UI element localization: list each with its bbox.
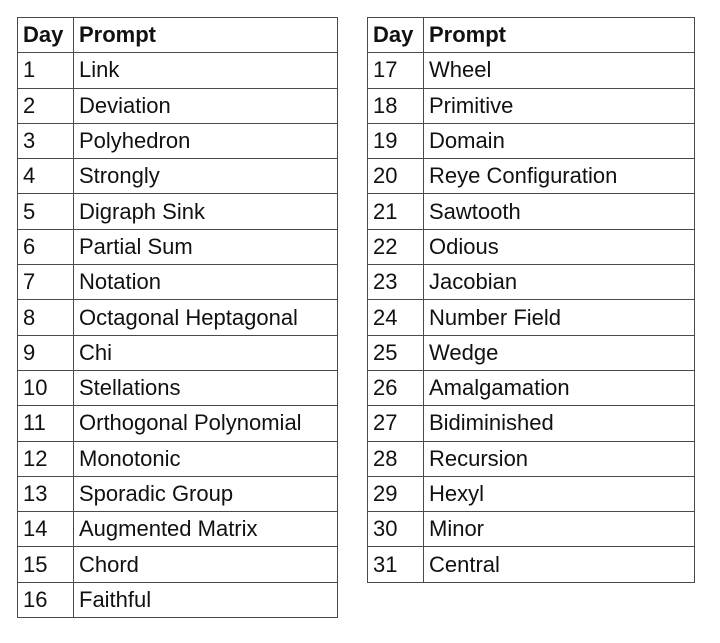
prompt-cell: Orthogonal Polynomial bbox=[74, 406, 338, 441]
header-row bbox=[18, 18, 338, 53]
table-row bbox=[18, 88, 338, 123]
table-row bbox=[368, 512, 695, 547]
prompt-cell: Sawtooth bbox=[424, 194, 695, 229]
prompt-header: Prompt bbox=[74, 18, 338, 53]
prompt-cell: Amalgamation bbox=[424, 370, 695, 405]
day-cell: 6 bbox=[18, 229, 74, 264]
day-cell: 9 bbox=[18, 335, 74, 370]
prompt-cell: Faithful bbox=[74, 582, 338, 617]
prompt-cell: Stellations bbox=[74, 370, 338, 405]
table-row bbox=[18, 265, 338, 300]
day-cell: 5 bbox=[18, 194, 74, 229]
table-row bbox=[18, 476, 338, 511]
day-cell: 19 bbox=[368, 123, 424, 158]
prompt-cell: Central bbox=[424, 547, 695, 582]
prompt-cell: Hexyl bbox=[424, 476, 695, 511]
table-row bbox=[18, 441, 338, 476]
day-cell: 21 bbox=[368, 194, 424, 229]
table-row bbox=[18, 335, 338, 370]
prompt-cell: Monotonic bbox=[74, 441, 338, 476]
prompt-table-left bbox=[17, 17, 338, 618]
table-row bbox=[368, 265, 695, 300]
table-row bbox=[368, 53, 695, 88]
day-cell: 10 bbox=[18, 370, 74, 405]
day-cell: 12 bbox=[18, 441, 74, 476]
prompt-cell: Wheel bbox=[424, 53, 695, 88]
day-cell: 28 bbox=[368, 441, 424, 476]
day-cell: 27 bbox=[368, 406, 424, 441]
table-row bbox=[368, 229, 695, 264]
prompt-cell: Reye Configuration bbox=[424, 159, 695, 194]
day-cell: 7 bbox=[18, 265, 74, 300]
table-row bbox=[18, 512, 338, 547]
table-row bbox=[368, 441, 695, 476]
prompt-cell: Odious bbox=[424, 229, 695, 264]
prompt-cell: Octagonal Heptagonal bbox=[74, 300, 338, 335]
table-row bbox=[368, 88, 695, 123]
table-row bbox=[368, 476, 695, 511]
prompt-cell: Chord bbox=[74, 547, 338, 582]
table-row bbox=[368, 547, 695, 582]
prompt-cell: Bidiminished bbox=[424, 406, 695, 441]
prompt-cell: Strongly bbox=[74, 159, 338, 194]
table-row bbox=[18, 300, 338, 335]
prompt-cell: Domain bbox=[424, 123, 695, 158]
day-cell: 17 bbox=[368, 53, 424, 88]
table-row bbox=[368, 370, 695, 405]
prompt-cell: Sporadic Group bbox=[74, 476, 338, 511]
table-row bbox=[18, 547, 338, 582]
day-cell: 13 bbox=[18, 476, 74, 511]
day-cell: 11 bbox=[18, 406, 74, 441]
prompt-cell: Notation bbox=[74, 265, 338, 300]
prompt-cell: Number Field bbox=[424, 300, 695, 335]
prompt-cell: Link bbox=[74, 53, 338, 88]
prompt-cell: Minor bbox=[424, 512, 695, 547]
day-cell: 30 bbox=[368, 512, 424, 547]
table-row bbox=[368, 300, 695, 335]
day-header: Day bbox=[18, 18, 74, 53]
prompt-header: Prompt bbox=[424, 18, 695, 53]
day-cell: 16 bbox=[18, 582, 74, 617]
day-cell: 1 bbox=[18, 53, 74, 88]
prompt-cell: Deviation bbox=[74, 88, 338, 123]
day-cell: 29 bbox=[368, 476, 424, 511]
day-header: Day bbox=[368, 18, 424, 53]
table-row bbox=[18, 53, 338, 88]
day-cell: 4 bbox=[18, 159, 74, 194]
table-row bbox=[368, 159, 695, 194]
day-cell: 20 bbox=[368, 159, 424, 194]
table-row bbox=[18, 159, 338, 194]
prompt-cell: Primitive bbox=[424, 88, 695, 123]
prompt-cell: Digraph Sink bbox=[74, 194, 338, 229]
day-cell: 24 bbox=[368, 300, 424, 335]
prompt-cell: Wedge bbox=[424, 335, 695, 370]
day-cell: 31 bbox=[368, 547, 424, 582]
prompt-cell: Recursion bbox=[424, 441, 695, 476]
prompt-table-right bbox=[367, 17, 695, 583]
prompt-cell: Jacobian bbox=[424, 265, 695, 300]
prompt-cell: Augmented Matrix bbox=[74, 512, 338, 547]
prompt-cell: Partial Sum bbox=[74, 229, 338, 264]
table-row bbox=[368, 406, 695, 441]
prompt-cell: Chi bbox=[74, 335, 338, 370]
table-row bbox=[18, 582, 338, 617]
table-row bbox=[18, 123, 338, 158]
day-cell: 25 bbox=[368, 335, 424, 370]
day-cell: 14 bbox=[18, 512, 74, 547]
table-row bbox=[18, 406, 338, 441]
day-cell: 15 bbox=[18, 547, 74, 582]
table-row bbox=[368, 194, 695, 229]
day-cell: 26 bbox=[368, 370, 424, 405]
table-row bbox=[18, 370, 338, 405]
table-row bbox=[18, 229, 338, 264]
table-row bbox=[368, 123, 695, 158]
day-cell: 3 bbox=[18, 123, 74, 158]
table-row bbox=[368, 335, 695, 370]
day-cell: 23 bbox=[368, 265, 424, 300]
day-cell: 22 bbox=[368, 229, 424, 264]
prompt-cell: Polyhedron bbox=[74, 123, 338, 158]
table-row bbox=[18, 194, 338, 229]
day-cell: 18 bbox=[368, 88, 424, 123]
day-cell: 8 bbox=[18, 300, 74, 335]
day-cell: 2 bbox=[18, 88, 74, 123]
header-row bbox=[368, 18, 695, 53]
